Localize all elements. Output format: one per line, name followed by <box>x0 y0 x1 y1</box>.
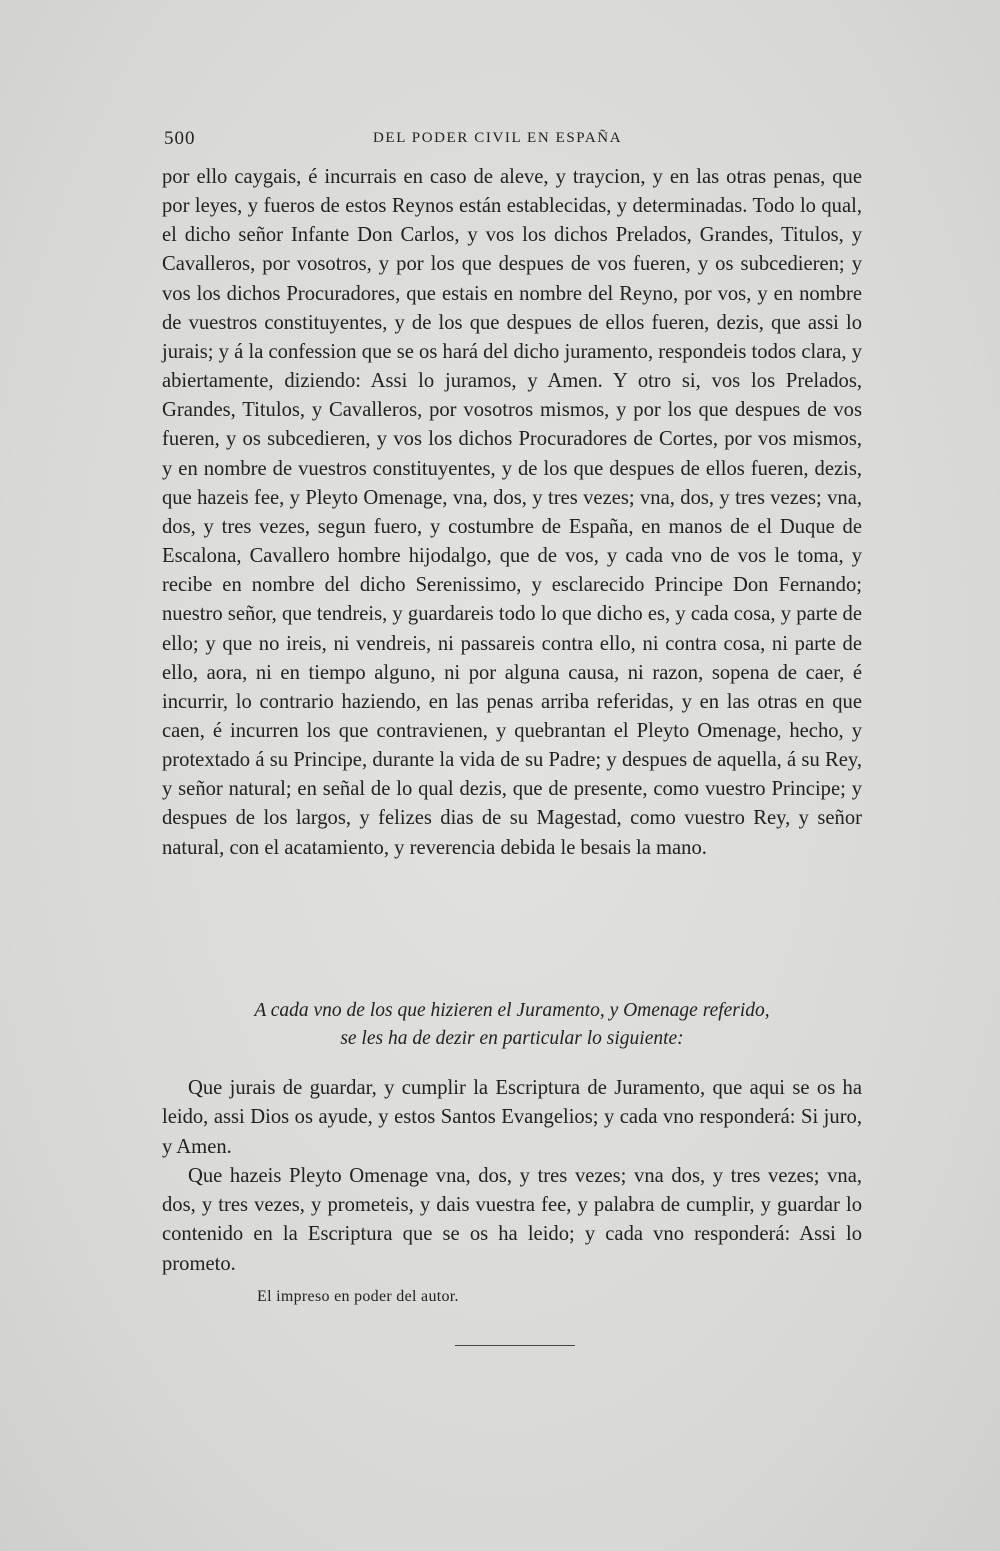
running-title: DEL PODER CIVIL EN ESPAÑA <box>373 130 623 146</box>
end-divider <box>455 1345 575 1346</box>
oath-paragraph-2: Que hazeis Pleyto Omenage vna, dos, y tres vezes; vna dos, y tres vezes; vna, dos, y tres vezes, y prometeis, y dais vuestra fee, y palabra de cumplir, y guardar lo contenido en la Escriptura que se os ha leido; y cada vno responderá: Assi lo prometo. <box>162 1164 862 1275</box>
oath-section <box>162 1074 862 1279</box>
main-paragraph: por ello caygais, é incurrais en caso de aleve, y traycion, y en las otras penas, que por leyes, y fueros de estos Reynos están establecidas, y determinadas. Todo lo qual, el dicho señor Infante Don Carlos, y vos los dichos Prelados, Grandes, Titulos, y Cavalleros, por vosotros, y por los que despues de vos fueren, y os subcedieren; y vos los dichos Procuradores, que estais en nombre del Reyno, por vos, y en nombre de vuestros constituyentes, y de los que despues de ellos fueren, dezis, que assi lo jurais; y á la confession que se os hará del dicho juramento, respondeis todos clara, y abiertamente, diziendo: Assi lo juramos, y Amen. Y otro si, vos los Prelados, Grandes, Titulos, y Cavalleros, por vosotros mismos, y por los que despues de vos fueren, y os subcedieren, y vos los dichos Procuradores de Cortes, por vos mismos, y en nombre de vuestros constituyentes, y de los que despues de ellos fueren, dezis, que hazeis fee, y Pleyto Omenage, vna, dos, y tres vezes; vna, dos, y tres vezes; vna, dos, y tres vezes, segun fuero, y costumbre de España, en manos de el Duque de Escalona, Cavallero hombre hijodalgo, que de vos, y cada vno de vos le toma, y recibe en nombre del dicho Serenissimo, y esclarecido Principe Don Fernando; nuestro señor, que tendreis, y guardareis todo lo que dicho es, y cada cosa, y parte de ello; y que no ireis, ni vendreis, ni passareis contra ello, ni contra cosa, ni parte de ello, aora, ni en tiempo alguno, ni por alguna causa, ni razon, sopena de caer, é incurrir, lo contrario haziendo, en las penas arriba referidas, y en las otras en que caen, é incurren los que contravienen, y quebrantan el Pleyto Omenage, hecho, y protextado á su Principe, durante la vida de su Padre; y despues de aquella, á su Rey, y señor natural; en señal de lo qual dezis, que de presente, como vuestro Principe; y despues de los largos, y felizes dias de su Magestad, como vuestro Rey, y señor natural, con el acatamiento, y reverencia debida le besais la mano. <box>162 166 862 859</box>
instruction-line-2: se les ha de dezir en particular lo siguiente: <box>340 1028 684 1049</box>
page-number: 500 <box>164 128 196 149</box>
source-note: El impreso en poder del autor. <box>257 1288 459 1305</box>
italic-instruction <box>162 997 862 1053</box>
oath-paragraph-1: Que jurais de guardar, y cumplir la Escriptura de Juramento, que aqui se os ha leido, assi Dios os ayude, y estos Santos Evangelios; y cada vno responderá: Si juro, y Amen. <box>162 1077 862 1158</box>
running-head <box>164 128 862 158</box>
instruction-line-1: A cada vno de los que hizieren el Juramento, y Omenage referido, <box>254 1000 770 1021</box>
